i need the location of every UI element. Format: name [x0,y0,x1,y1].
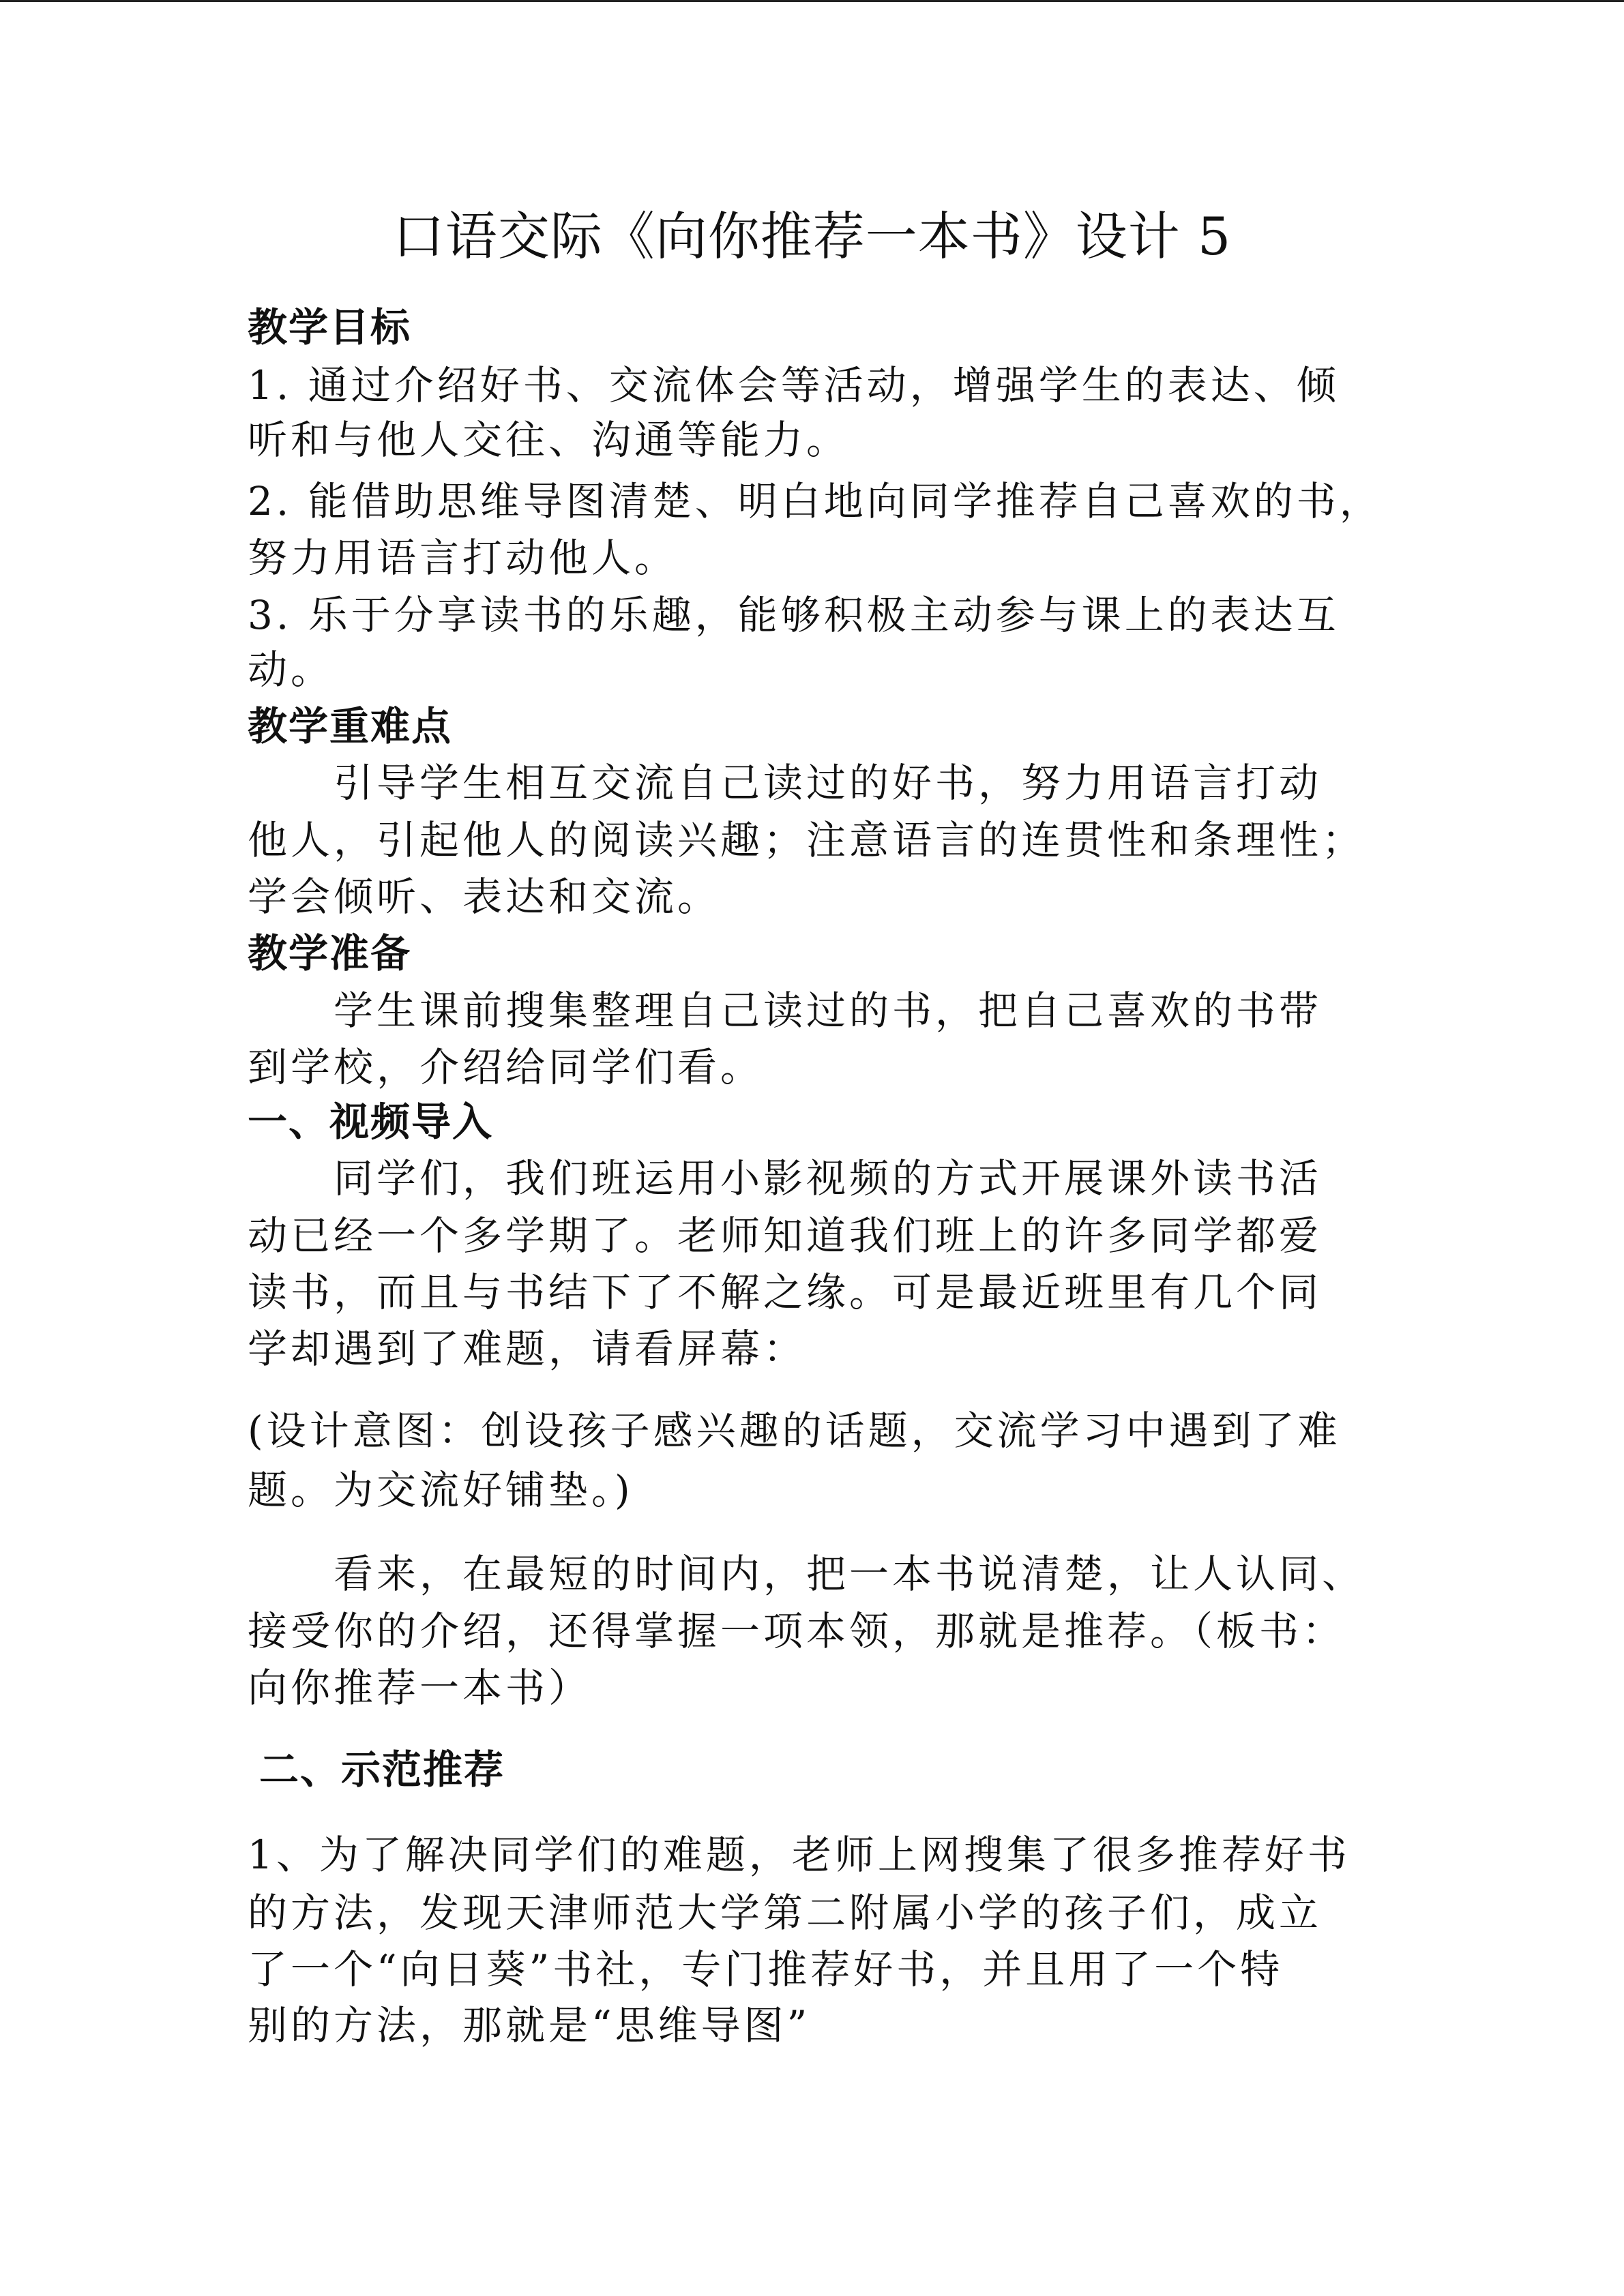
intro-line: 动已经一个多学期了。老师知道我们班上的许多同学都爱 [248,1212,1323,1259]
intro-line: 读书，而且与书结下了不解之缘。可是最近班里有几个同 [248,1269,1323,1315]
demo-line: 了一个“向日葵”书社，专门推荐好书，并且用了一个特 [248,1946,1284,1993]
demo-line: 别的方法，那就是“思维导图” [248,2002,811,2048]
objectives-line: 2. 能借助思维导图清楚、明白地向同学推荐自己喜欢的书， [248,478,1383,524]
section-heading-objectives: 教学目标 [248,304,412,351]
intro-paragraph2-line: 接受你的介绍，还得掌握一项本领，那就是推荐。（板书： [248,1608,1346,1654]
intro-line: 同学们，我们班运用小影视频的方式开展课外读书活 [334,1155,1323,1202]
top-border-line [0,0,1624,2]
demo-line: 的方法，发现天津师范大学第二附属小学的孩子们，成立 [248,1890,1323,1936]
intro-line: 学却遇到了难题，请看屏幕： [248,1326,807,1372]
objectives-line: 1. 通过介绍好书、交流体会等活动，增强学生的表达、倾 [248,362,1340,408]
objectives-line: 3. 乐于分享读书的乐趣，能够积极主动参与课上的表达互 [248,592,1340,638]
objectives-line: 动。 [248,646,334,693]
intro-paragraph2-line: 看来，在最短的时间内，把一本书说清楚，让人认同、 [334,1551,1365,1597]
intro-paragraph2-line: 向你推荐一本书） [248,1665,592,1711]
objectives-line: 听和与他人交往、沟通等能力。 [248,417,850,463]
design-note-line: (设计意图：创设孩子感兴趣的话题，交流学习中遇到了难 [248,1407,1341,1454]
preparation-line: 到学校，介绍给同学们看。 [248,1044,764,1090]
preparation-line: 学生课前搜集整理自己读过的书，把自己喜欢的书带 [334,987,1323,1034]
demo-line: 1、为了解决同学们的难题，老师上网搜集了很多推荐好书 [248,1832,1350,1878]
key-points-line: 引导学生相互交流自己读过的好书，努力用语言打动 [334,760,1323,806]
section-heading-intro: 一、视频导入 [248,1099,494,1145]
section-heading-demo: 二、示范推荐 [259,1746,505,1793]
key-points-line: 他人，引起他人的阅读兴趣；注意语言的连贯性和条理性； [248,817,1365,863]
document-title: 口语交际《向你推荐一本书》设计 5 [392,206,1232,267]
design-note-line: 题。为交流好铺垫。) [248,1467,634,1513]
objectives-line: 努力用语言打动他人。 [248,535,678,581]
key-points-line: 学会倾听、表达和交流。 [248,874,721,920]
section-heading-preparation: 教学准备 [248,930,412,976]
section-heading-key-points: 教学重难点 [248,703,453,749]
